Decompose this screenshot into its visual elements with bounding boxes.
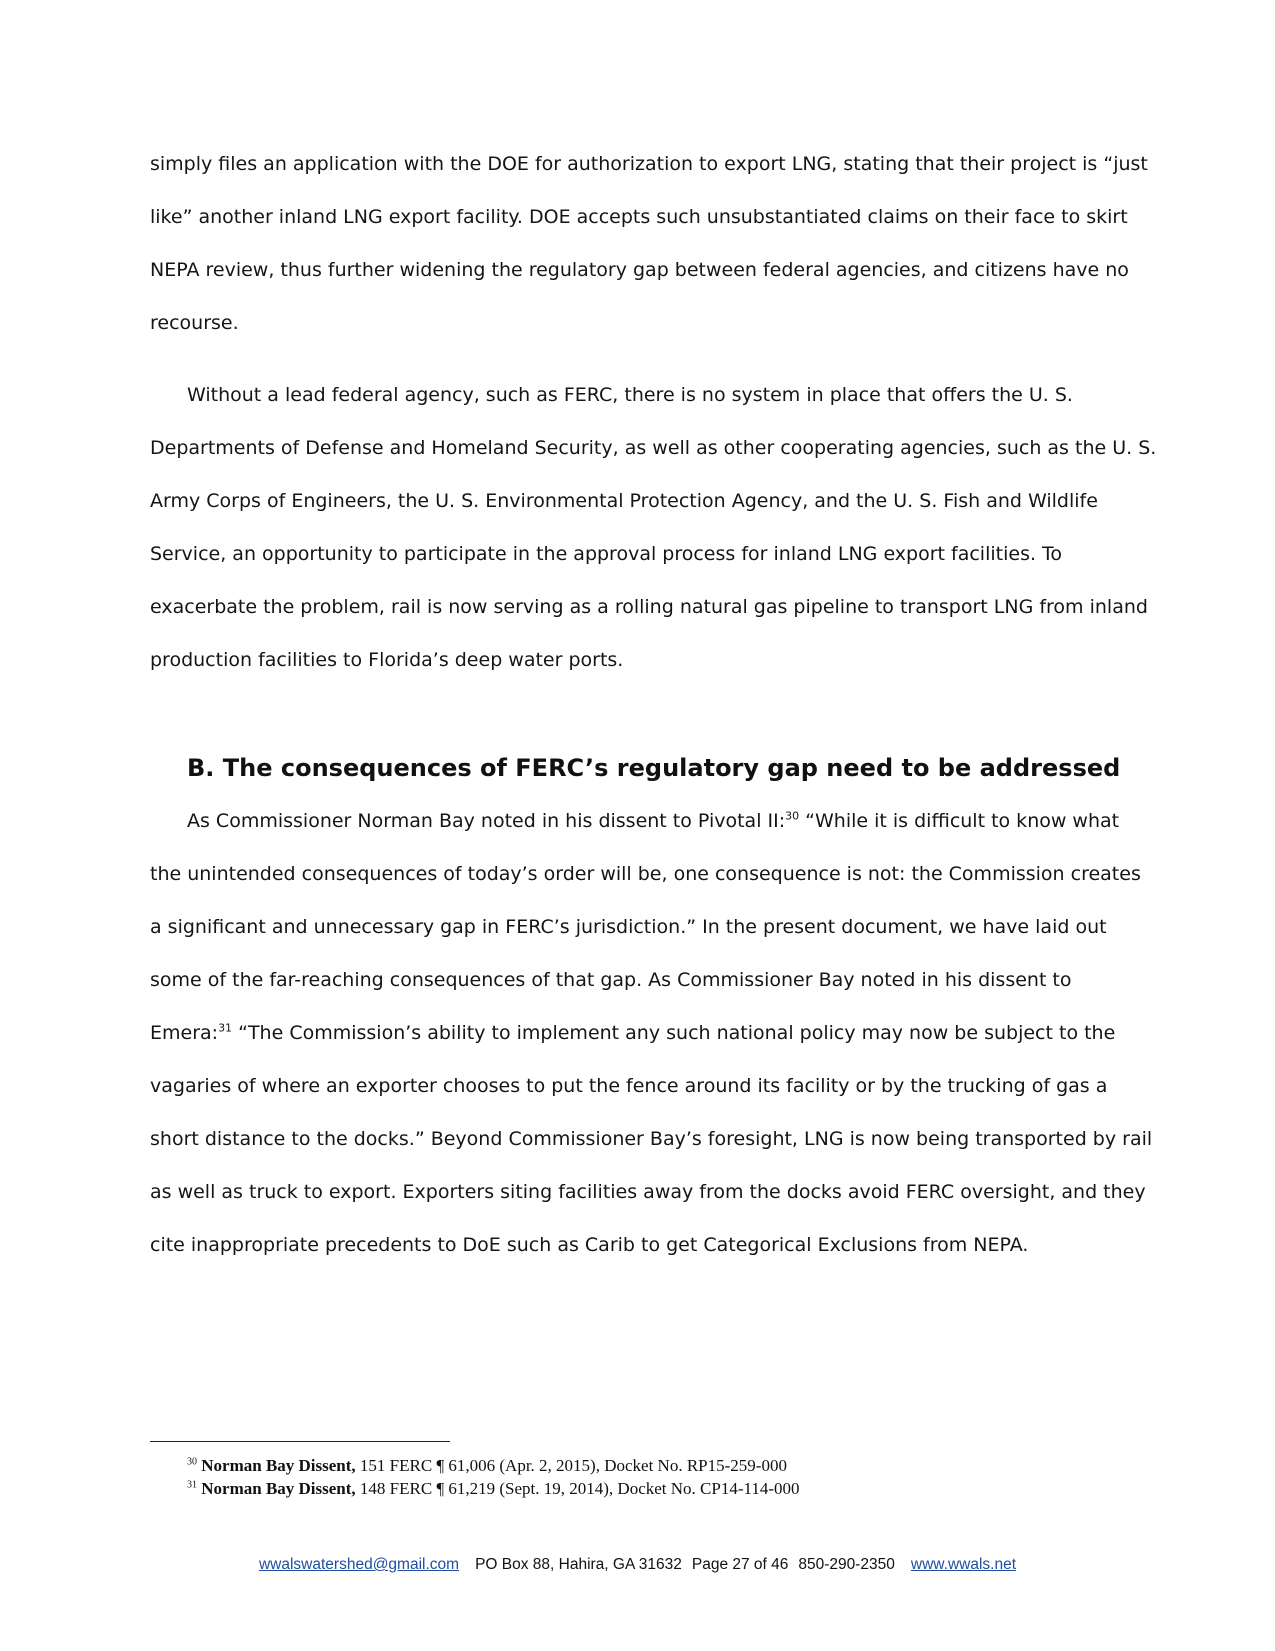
paragraph-3-line-6: vagaries of where an exporter chooses to put the fence around its facility or by the trucking of gas a [150, 1075, 1108, 1097]
footnote-citation-title: Norman Bay Dissent, [201, 1479, 356, 1498]
footnote-number: 30 [187, 1456, 197, 1468]
paragraph-3-line-1 [187, 809, 1119, 833]
footnote-ref-31[interactable]: 31 [218, 1021, 233, 1035]
footer-email-link[interactable]: wwalswatershed@gmail.com [258, 1556, 460, 1573]
paragraph-3-line-8: as well as truck to export. Exporters siting facilities away from the docks avoid FERC oversight, and they [150, 1181, 1146, 1203]
footer-address: PO Box 88, Hahira, GA 31632 [475, 1556, 682, 1573]
paragraph-3-line-5-quote: “The Commission’s ability to implement any such national policy may now be subject to the [232, 1022, 1116, 1044]
footnote-ref-30[interactable]: 30 [785, 809, 800, 823]
paragraph-2-line-6: production facilities to Florida’s deep water ports. [150, 649, 624, 671]
paragraph-2-line-2: Departments of Defense and Homeland Security, as well as other cooperating agencies, such as the U. S. [150, 437, 1157, 459]
footnote-number: 31 [187, 1479, 197, 1491]
footnote-citation-title: Norman Bay Dissent, [201, 1456, 356, 1475]
section-heading: B. The consequences of FERC’s regulatory gap need to be addressed [187, 754, 1121, 782]
paragraph-3-line-1-text: As Commissioner Norman Bay noted in his dissent to Pivotal II: [187, 810, 786, 832]
footnote-separator [150, 1441, 450, 1442]
footer-page-number: Page 27 of 46 [691, 1556, 789, 1573]
footnote-31 [187, 1479, 800, 1499]
paragraph-1-line-3: NEPA review, thus further widening the regulatory gap between federal agencies, and citizens have no [150, 259, 1129, 281]
paragraph-3-line-5-text: Emera: [150, 1022, 219, 1044]
paragraph-2-line-5: exacerbate the problem, rail is now serving as a rolling natural gas pipeline to transport LNG from inland [150, 596, 1148, 618]
paragraph-3-line-2: the unintended consequences of today’s order will be, one consequence is not: the Commission creates [150, 863, 1141, 885]
paragraph-3-line-4: some of the far-reaching consequences of that gap. As Commissioner Bay noted in his dissent to [150, 969, 1072, 991]
footnote-citation-text: 151 FERC ¶ 61,006 (Apr. 2, 2015), Docket No. RP15-259-000 [355, 1456, 787, 1475]
footer-phone: 850-290-2350 [798, 1556, 895, 1573]
paragraph-1-line-2: like” another inland LNG export facility. DOE accepts such unsubstantiated claims on their face to skirt [150, 206, 1128, 228]
footer-website-link[interactable]: www.wwals.net [910, 1556, 1017, 1573]
paragraph-3-line-9: cite inappropriate precedents to DoE such as Carib to get Categorical Exclusions from NEPA. [150, 1234, 1029, 1256]
page-footer [0, 1555, 1275, 1575]
paragraph-3-line-7: short distance to the docks.” Beyond Commissioner Bay’s foresight, LNG is now being transported by rail [150, 1128, 1153, 1150]
footnote-citation-text: 148 FERC ¶ 61,219 (Sept. 19, 2014), Docket No. CP14-114-000 [355, 1479, 800, 1498]
paragraph-1-line-4: recourse. [150, 312, 239, 334]
paragraph-2-line-3: Army Corps of Engineers, the U. S. Environmental Protection Agency, and the U. S. Fish and Wildlife [150, 490, 1098, 512]
paragraph-3-line-3: a significant and unnecessary gap in FERC’s jurisdiction.” In the present document, we have laid out [150, 916, 1107, 938]
footnote-30 [187, 1456, 787, 1476]
paragraph-1-line-1: simply files an application with the DOE for authorization to export LNG, stating that their project is “just [150, 153, 1148, 175]
paragraph-3-line-5 [150, 1021, 1115, 1045]
paragraph-2-line-4: Service, an opportunity to participate in the approval process for inland LNG export facilities. To [150, 543, 1063, 565]
paragraph-3-line-1-quote: “While it is difficult to know what [799, 810, 1120, 832]
paragraph-2-line-1: Without a lead federal agency, such as FERC, there is no system in place that offers the U. S. [187, 384, 1073, 406]
